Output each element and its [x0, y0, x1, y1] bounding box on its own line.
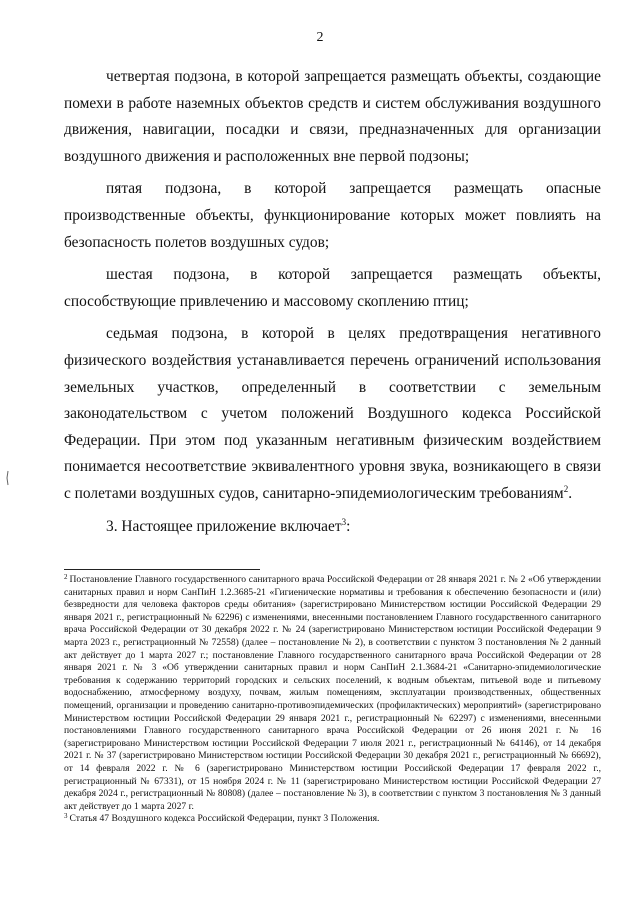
- footnote-2: [64, 574, 601, 813]
- footnote-mark: 2: [64, 573, 68, 581]
- footnote-text: Статья 47 Воздушного кодекса Российской Федерации, пункт 3 Положения.: [69, 813, 380, 825]
- footnote-3: [64, 813, 601, 826]
- footnotes: [64, 574, 601, 826]
- page-number: 2: [316, 30, 324, 45]
- paragraph-subzone-5: пятая подзона, в которой запрещается размещать опасные производственные объекты, функционирование которых может повлиять на безопасность полетов воздушных судов;: [64, 180, 601, 251]
- footnote-ref[interactable]: 3: [341, 516, 347, 527]
- paragraph-subzone-4: четвертая подзона, в которой запрещается размещать объекты, создающие помехи в работе наземных объектов средств и систем обслуживания воздушного движения, навигации, посадки и связи, предназначенных для организации воздушного движения и расположенных вне первой подзоны;: [64, 68, 601, 165]
- footnote-text: Постановление Главного государственного санитарного врача Российской Федерации от 28 января 2021 г. № 2 «Об утверждении санитарных правил и норм СанПиН 1.2.3685-21 «Гигиенические нормативы и требования к обеспечению безопасности и (или) безвредности для человека факторов среды обитания» (зарегистрировано Министерством юстиции Российской Федерации 29 января 2021 г., регистрационный № 62296) с изменениями, внесенными постановлением Главного государственного санитарного врача Российской Федерации от 30 декабря 2022 г. № 24 (зарегистрировано Министерством юстиции Российской Федерации 9 марта 2023 г., регистрационный № 72558) (далее – постановление № 2), в соответствии с пунктом 3 постановления № 2 данный акт действует до 1 марта 2027 г.; постановление Главного государственного санитарного врача Российской Федерации от 28 января 2021 г. № 3 «Об утверждении санитарных правил и норм СанПиН 2.1.3684-21 «Санитарно-эпидемиологические требования к содержанию территорий городских и сельских поселений, к водным объектам, питьевой воде и питьевому водоснабжению, атмосферному воздуху, почвам, жилым помещениям, эксплуатации производственных, общественных помещений, организации и проведению санитарно-противоэпидемических (профилактических) мероприятий» (зарегистрировано Министерством юстиции Российской Федерации 29 января 2021 г., регистрационный № 62297) с изменениями, внесенными постановлениями Главного государственного санитарного врача Российской Федерации от 26 июня 2021 г. № 16 (зарегистрировано Министерством юстиции Российской Федерации 7 июля 2021 г., регистрационный № 64146), от 14 декабря 2021 г. № 37 (зарегистрировано Министерством юстиции Российской Федерации 30 декабря 2021 г., регистрационный № 66692), от 14 февраля 2022 г. № 6 (зарегистрировано Министерством юстиции Российской Федерации 17 февраля 2022 г., регистрационный № 67331), от 15 ноября 2024 г. № 11 (зарегистрировано Министерством юстиции Российской Федерации 27 декабря 2024 г., регистрационный № 80808) (далее – постановление № 3), в соответствии с пунктом 3 постановления № 3 данный акт действует до 1 марта 2027 г.: [64, 574, 601, 812]
- paragraph-subzone-7: седьмая подзона, в которой в целях предотвращения негативного физического воздействия устанавливается перечень ограничений использования земельных участков, определенный в соответствии с земельным законодательством с учетом положений Воздушного кодекса Российской Федерации. При этом под указанным негативным физическим воздействием понимается несоответствие эквивалентного уровня звука, возникающего в связи с полетами воздушных судов, санитарно-эпидемиологическим требованиям$^2$.: [64, 325, 601, 502]
- body-text: [64, 64, 601, 546]
- footnote-mark: 3: [64, 812, 68, 821]
- paragraph-item-3: 3. Настоящее приложение включает$^3$:: [106, 516, 351, 535]
- footnote-ref[interactable]: 2: [563, 483, 569, 494]
- footnote-separator: [64, 569, 260, 570]
- margin-mark: [5, 470, 10, 486]
- paragraph-subzone-6: шестая подзона, в которой запрещается размещать объекты, способствующие привлечению и массовому скоплению птиц;: [64, 266, 601, 310]
